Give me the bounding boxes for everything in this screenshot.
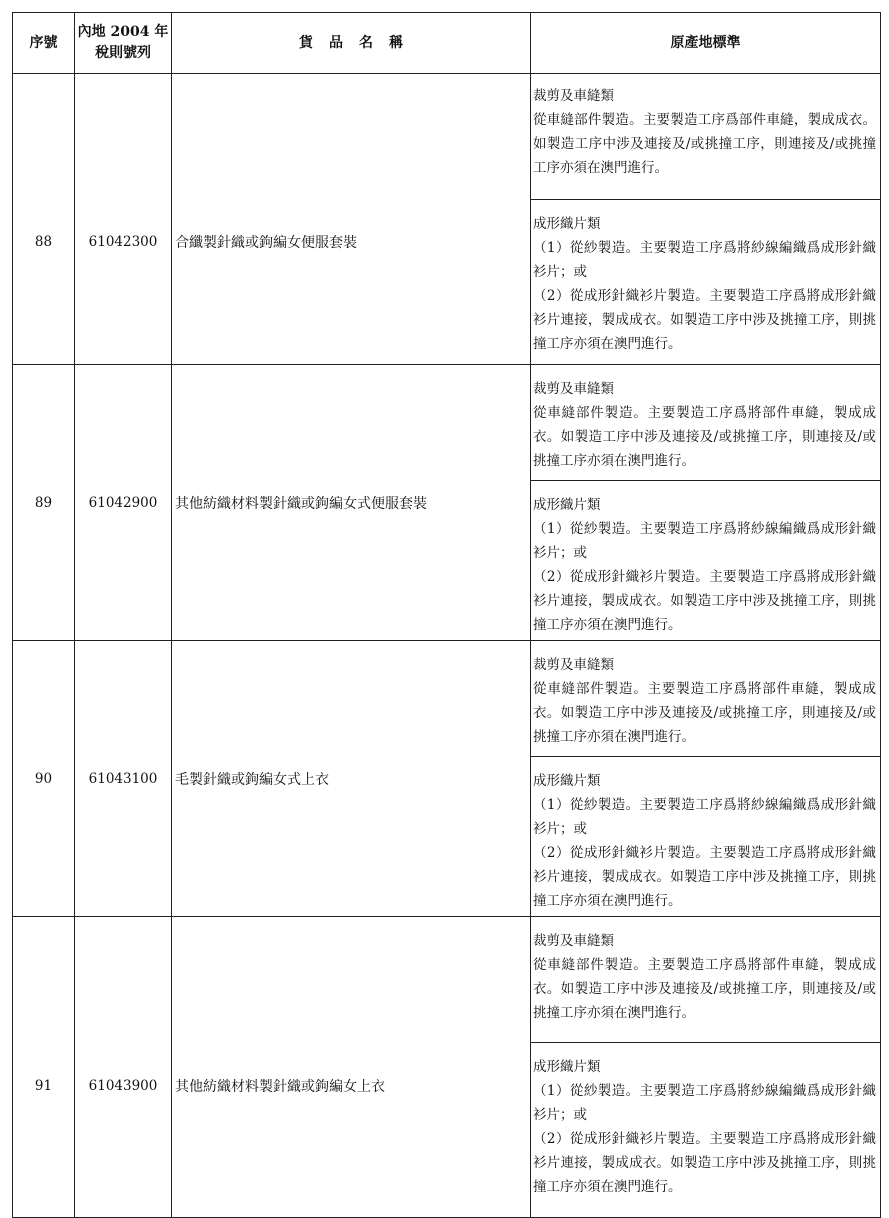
row-goods: 其他紡織材料製針織或鉤編女式便服套裝 — [172, 365, 531, 641]
row-seq: 91 — [13, 917, 75, 1218]
header-goods: 貨品名稱 — [172, 13, 531, 74]
row-origin-rules — [531, 917, 881, 1218]
row-seq: 88 — [13, 74, 75, 365]
header-tariff-line2: 稅則號列 — [95, 45, 151, 61]
rule-fully-fashioned: 成形織片類 （1）從紗製造。主要製造工序爲將紗線編織爲成形針織衫片；或 （2）從成形針織衫片製造。主要製造工序爲將成形針織衫片連接，製成成衣。如製造工序中涉及挑撞工序，則挑撞工序亦須在澳門進行。 — [531, 480, 880, 639]
rule-cut-and-sew: 裁剪及車縫類 從車縫部件製造。主要製造工序爲將部件車縫，製成成衣。如製造工序中涉及連接及/或挑撞工序，則連接及/或挑撞工序亦須在澳門進行。 — [533, 933, 876, 1021]
rule-cut-and-sew: 裁剪及車縫類 從車縫部件製造。主要製造工序爲部件車縫，製成成衣。如製造工序中涉及連接及/或挑撞工序，則連接及/或挑撞工序亦須在澳門進行。 — [533, 88, 876, 176]
table-header-row — [13, 13, 881, 74]
row-tariff: 61043100 — [75, 641, 172, 917]
row-tariff: 61043900 — [75, 917, 172, 1218]
row-seq: 89 — [13, 365, 75, 641]
row-goods: 合纖製針織或鉤編女便服套裝 — [172, 74, 531, 365]
row-tariff: 61042900 — [75, 365, 172, 641]
row-goods: 毛製針織或鉤編女式上衣 — [172, 641, 531, 917]
rules-of-origin-table — [12, 12, 881, 1218]
rule-fully-fashioned: 成形織片類 （1）從紗製造。主要製造工序爲將紗線編織爲成形針織衫片；或 （2）從成形針織衫片製造。主要製造工序爲將成形針織衫片連接，製成成衣。如製造工序中涉及挑撞工序，則挑撞工序亦須在澳門進行。 — [531, 199, 880, 358]
document-page — [12, 12, 880, 1195]
rule-cut-and-sew: 裁剪及車縫類 從車縫部件製造。主要製造工序爲將部件車縫，製成成衣。如製造工序中涉及連接及/或挑撞工序，則連接及/或挑撞工序亦須在澳門進行。 — [533, 381, 876, 469]
rule-fully-fashioned: 成形織片類 （1）從紗製造。主要製造工序爲將紗線編織爲成形針織衫片；或 （2）從成形針織衫片製造。主要製造工序爲將成形針織衫片連接，製成成衣。如製造工序中涉及挑撞工序，則挑撞工序亦須在澳門進行。 — [531, 1042, 880, 1201]
header-tariff-line1: 內地 2004 年 — [77, 24, 169, 40]
header-origin: 原產地標準 — [531, 13, 881, 74]
table-row — [13, 365, 881, 641]
header-seq: 序號 — [13, 13, 75, 74]
table-row — [13, 917, 881, 1218]
row-tariff: 61042300 — [75, 74, 172, 365]
rule-cut-and-sew: 裁剪及車縫類 從車縫部件製造。主要製造工序爲將部件車縫，製成成衣。如製造工序中涉及連接及/或挑撞工序，則連接及/或挑撞工序亦須在澳門進行。 — [533, 657, 876, 745]
table-row — [13, 641, 881, 917]
row-origin-rules — [531, 74, 881, 365]
row-goods: 其他紡織材料製針織或鉤編女上衣 — [172, 917, 531, 1218]
row-origin-rules — [531, 641, 881, 917]
row-origin-rules — [531, 365, 881, 641]
rule-fully-fashioned: 成形織片類 （1）從紗製造。主要製造工序爲將紗線編織爲成形針織衫片；或 （2）從成形針織衫片製造。主要製造工序爲將成形針織衫片連接，製成成衣。如製造工序中涉及挑撞工序，則挑撞工序亦須在澳門進行。 — [531, 756, 880, 915]
table-row — [13, 74, 881, 365]
row-seq: 90 — [13, 641, 75, 917]
header-tariff — [75, 13, 172, 74]
